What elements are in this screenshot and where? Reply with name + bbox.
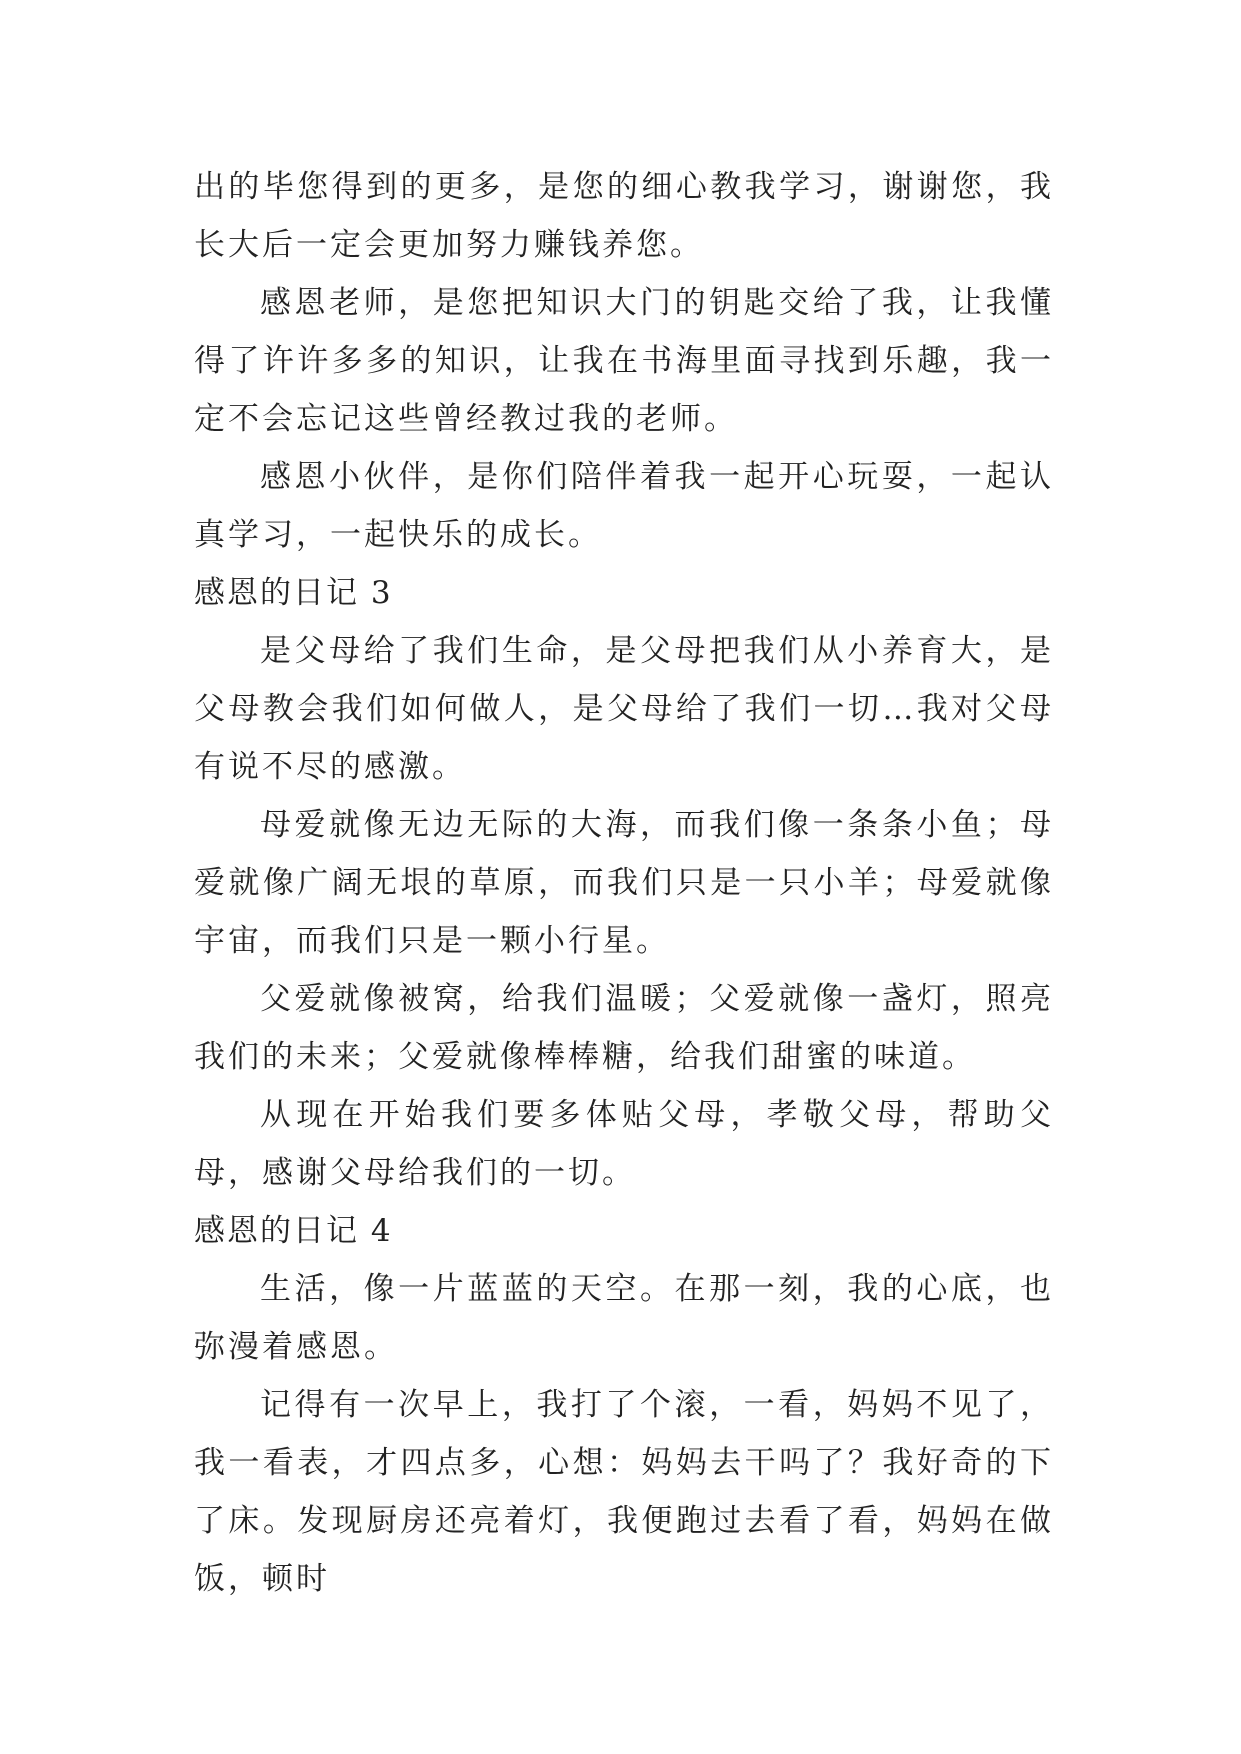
paragraph-thank-friends: 感恩小伙伴，是你们陪伴着我一起开心玩耍，一起认真学习，一起快乐的成长。: [194, 459, 1054, 553]
section-heading-diary-3: 感恩的日记 3: [194, 575, 393, 611]
paragraph-mother-love: 母爱就像无边无际的大海，而我们像一条条小鱼；母爱就像广阔无垠的草原，而我们只是一只小羊；母爱就像宇宙，而我们只是一颗小行星。: [194, 807, 1054, 959]
section-heading-diary-4: 感恩的日记 4: [194, 1213, 393, 1249]
paragraph-father-love: 父爱就像被窝，给我们温暖；父爱就像一盏灯，照亮我们的未来；父爱就像棒棒糖，给我们甜蜜的味道。: [194, 981, 1054, 1075]
paragraph-life-sky: 生活，像一片蓝蓝的天空。在那一刻，我的心底，也弥漫着感恩。: [194, 1271, 1054, 1365]
paragraph-continuation: 出的毕您得到的更多，是您的细心教我学习，谢谢您，我长大后一定会更加努力赚钱养您。: [194, 169, 1054, 263]
paragraph-thank-teacher: 感恩老师，是您把知识大门的钥匙交给了我，让我懂得了许许多多的知识，让我在书海里面寻找到乐趣，我一定不会忘记这些曾经教过我的老师。: [194, 285, 1054, 437]
paragraph-parents-gave-life: 是父母给了我们生命，是父母把我们从小养育大，是父母教会我们如何做人，是父母给了我们一切…我对父母有说不尽的感激。: [194, 633, 1054, 785]
document-body: [194, 158, 1054, 1608]
paragraph-morning-memory: 记得有一次早上，我打了个滚，一看，妈妈不见了，我一看表，才四点多，心想：妈妈去干吗了？我好奇的下了床。发现厨房还亮着灯，我便跑过去看了看，妈妈在做饭，顿时: [194, 1387, 1054, 1597]
paragraph-care-for-parents: 从现在开始我们要多体贴父母，孝敬父母，帮助父母，感谢父母给我们的一切。: [194, 1097, 1054, 1191]
